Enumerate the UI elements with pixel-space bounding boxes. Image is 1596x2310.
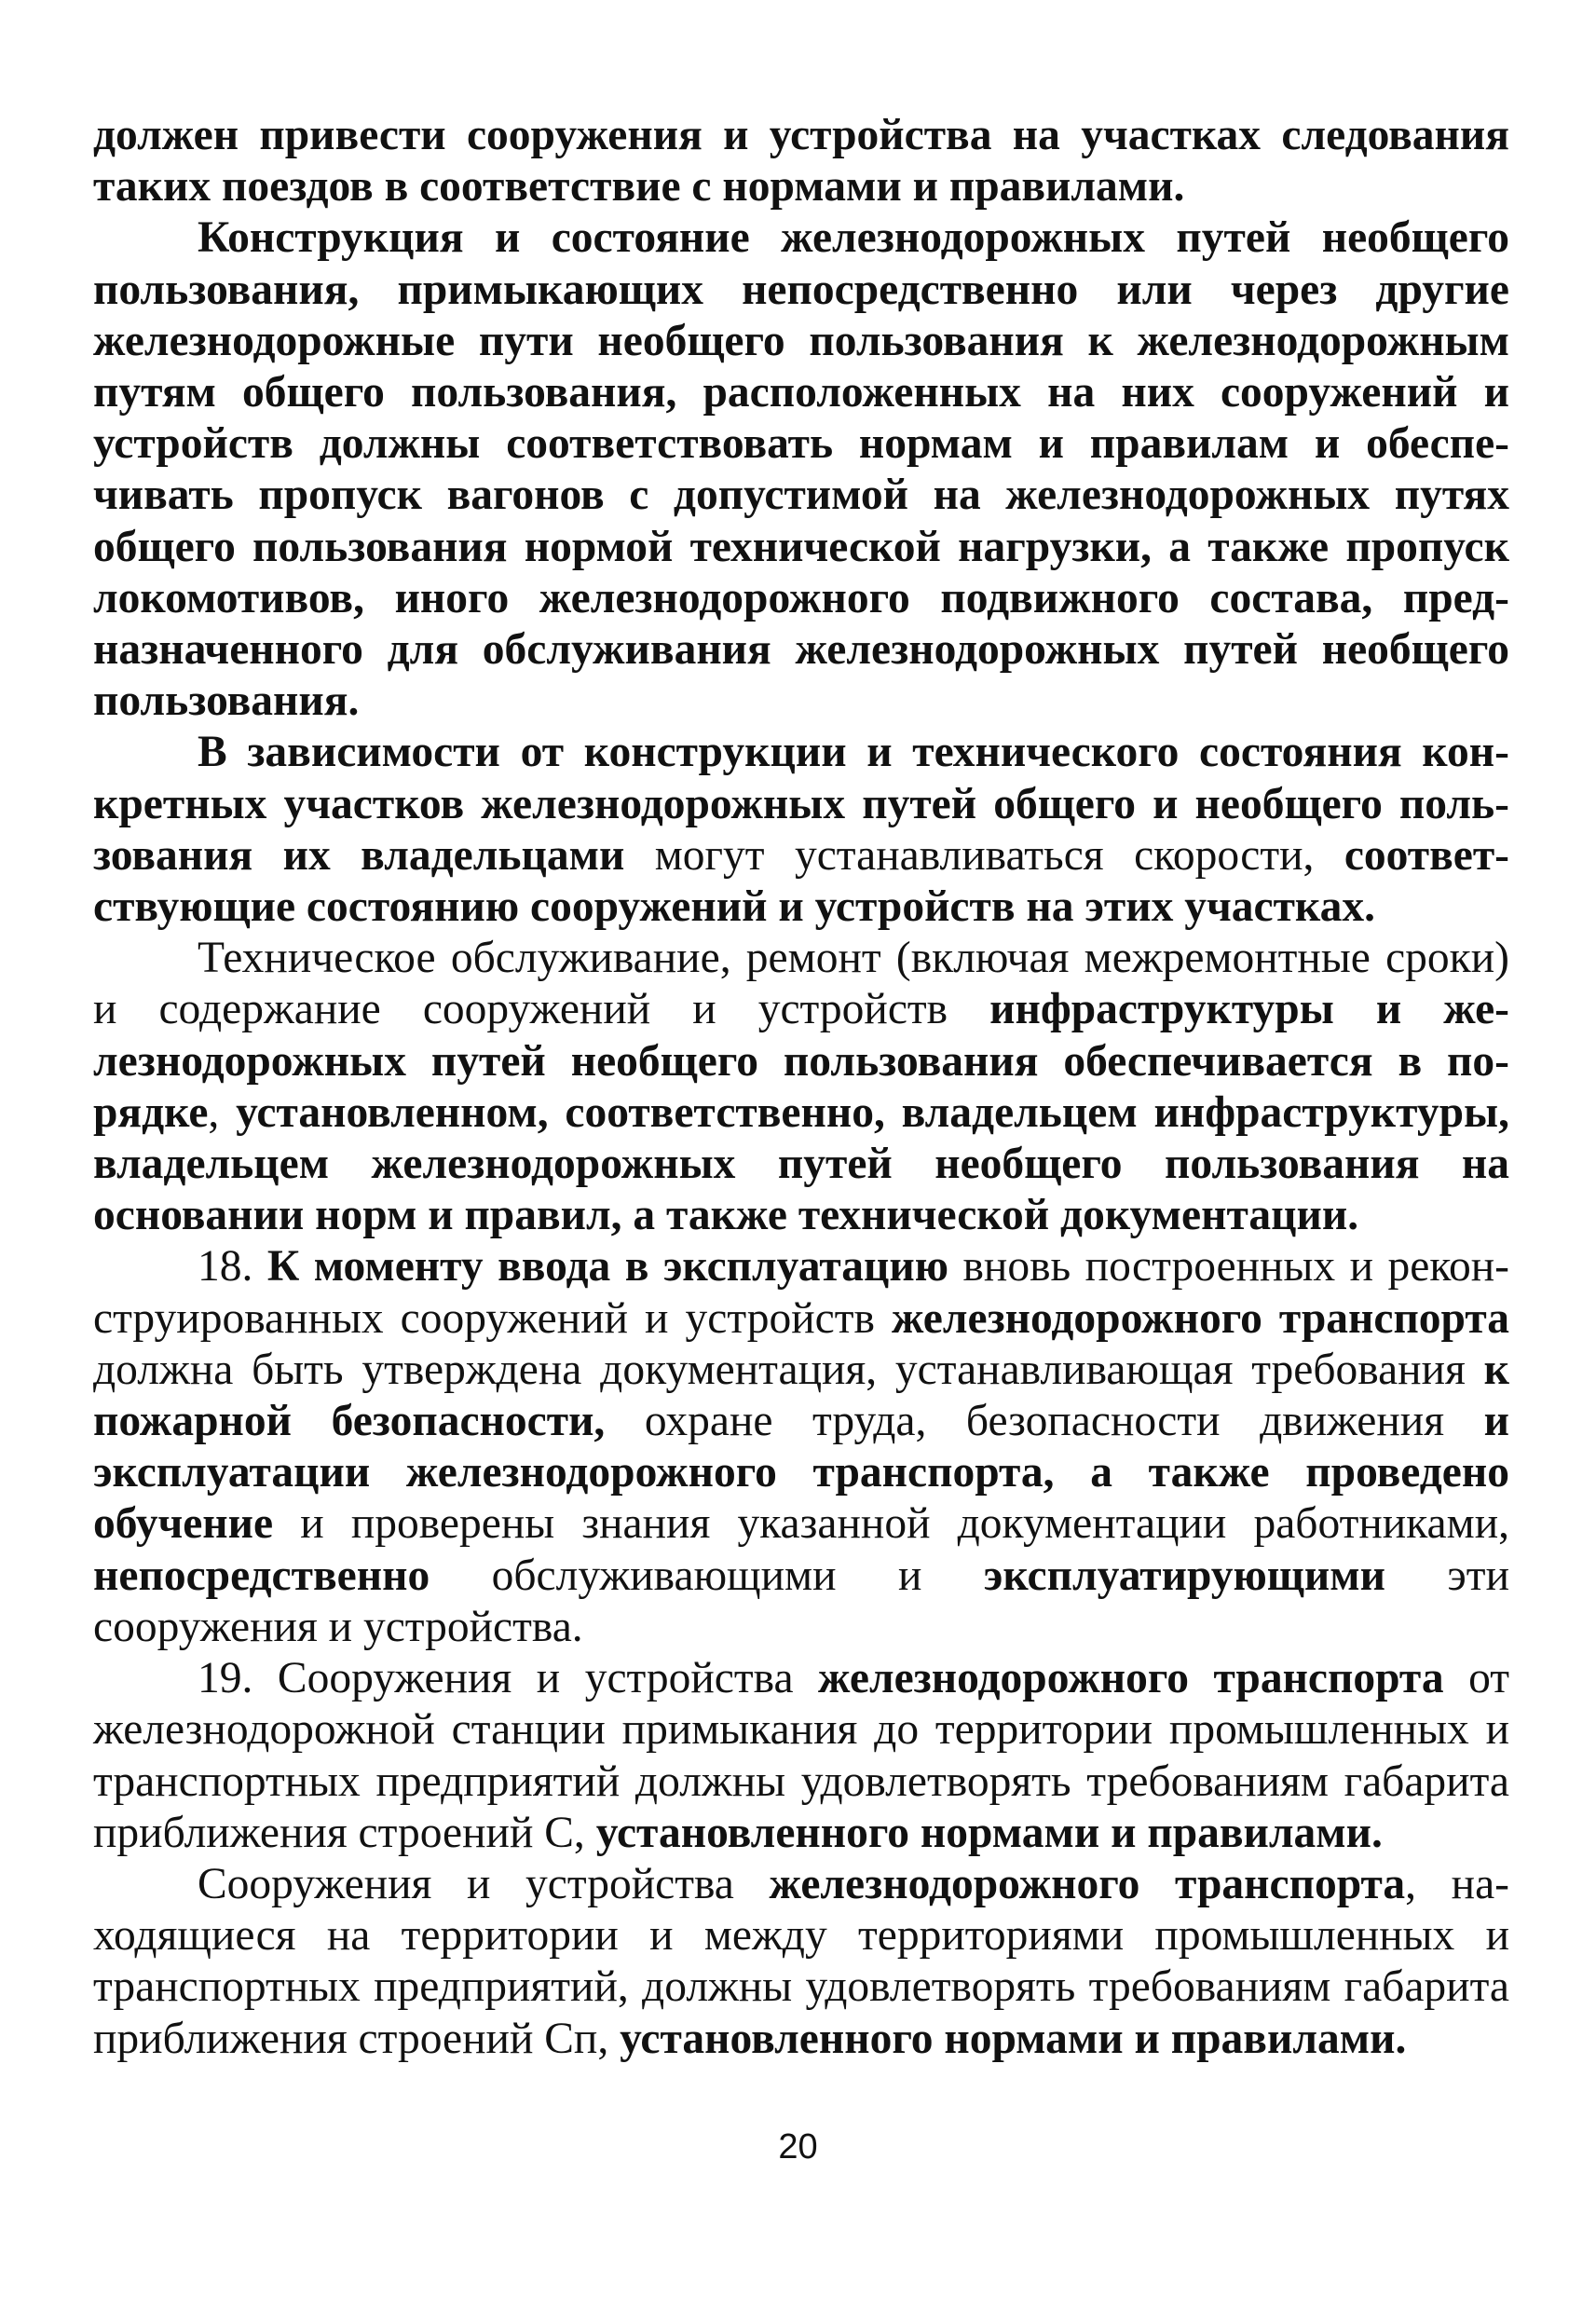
bold-text-segment: и эксплуатации железнодорожного транспорта, а также проведено обучение [93,1397,1509,1549]
bold-text-segment: к пожарной безопасности, [93,1345,1509,1446]
bold-text-segment: должен привести сооружения и устройства на участках следования таких поездов в соответствие с нормами и правилами. [93,111,1509,212]
bold-text-segment: железнодорожного транспорта [769,1859,1406,1908]
bold-text-segment: инфраструктуры и железнодорожных путей необщего пользования обеспечивается в порядке [93,985,1509,1137]
bold-text-segment: соответствующие состоянию сооружений и устройств на этих участках. [93,830,1509,932]
text-segment: , [208,1087,237,1137]
text-segment: Техническое обслуживание, ремонт (включая межремонтные сроки) и содержание сооружений и устройств [93,934,1509,1034]
bold-text-segment: железнодорожного транспорта [818,1654,1444,1703]
text-segment: должна быть утверждена документация, устанавливающая требования [93,1345,1484,1394]
paragraph [93,110,1509,212]
bold-text-segment: установленного нормами и правилами. [620,2014,1407,2063]
text-segment: 18. [198,1242,267,1292]
bold-text-segment: железнодорожного транспорта [891,1293,1510,1343]
text-segment: охране труда, безопасности движения [605,1397,1484,1446]
document-page [93,110,1509,2065]
text-segment: и проверены знания указанной документации работниками, [273,1499,1509,1549]
bold-text-segment: К моменту ввода в эксплуатацию [266,1242,949,1292]
bold-text-segment: установленного нормами и правилами. [595,1808,1383,1857]
text-segment: от железнодорожной станции примыкания до территории промышленных и транспортных предприятий должны удовлетворять требованиям габарита приближения строений С, [93,1654,1509,1857]
text-segment: , находящиеся на территории и между территориями промышленных и транспортных предприятий, должны удовлетворять требованиям габарита приближения строений Сп, [93,1859,1509,2063]
paragraph [93,933,1509,1241]
text-segment: 19. Сооружения и устройства [198,1654,819,1703]
paragraph [93,1653,1509,1859]
page-number: 20 [778,2127,818,2166]
bold-text-segment: установленном, соответственно, владельцем инфраструктуры, владельцем железнодорожных путей необщего пользования на основании норм и правил, а также технической документации. [93,1087,1510,1240]
text-segment: могут устанавливаться скорости, [624,830,1344,880]
text-segment: Сооружения и устройства [198,1859,770,1908]
paragraph [93,212,1509,727]
text-segment: вновь построенных и реконструированных сооружений и устройств [93,1242,1509,1343]
paragraph [93,1241,1509,1653]
bold-text-segment: непосредственно [93,1551,430,1600]
bold-text-segment: В зависимости от конструкции и технического состояния конкретных участков железнодорожных путей общего и необщего пользования их владельцами [93,728,1509,880]
paragraph [93,727,1509,933]
paragraph [93,1859,1509,2065]
bold-text-segment: Конструкция и состояние железнодорожных путей необщего пользования, примыкающих непосредственно или через другие железнодорожные пути необщего пользования к железнодорожным путям общего пользования, расположенных на них сооружений и устройств должны соответствовать нормам и правилам и обеспечивать пропуск вагонов с допустимой на железнодорожных путях общего пользования нормой технической нагрузки, а также пропуск локомотивов, иного железнодорожного подвижного состава, предназначенного для обслуживания железнодорожных путей необщего пользования. [93,213,1509,726]
text-segment: обслуживающими и [430,1551,984,1600]
bold-text-segment: эксплуатирующими [983,1551,1385,1600]
text-segment: эти сооружения и устройства. [93,1551,1509,1651]
